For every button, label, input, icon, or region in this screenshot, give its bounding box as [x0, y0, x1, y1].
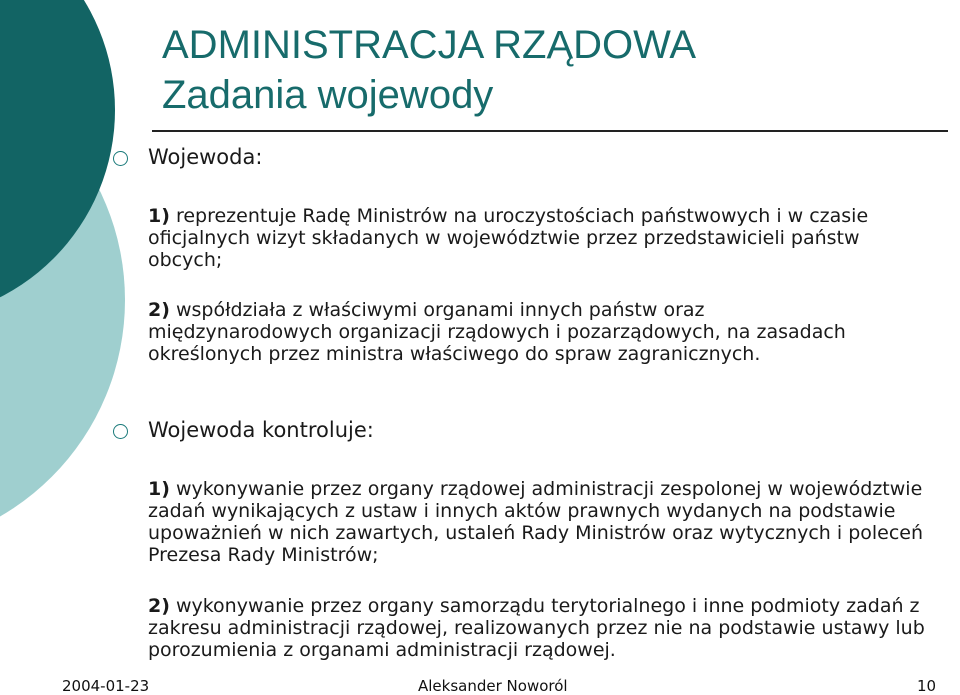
item-text: współdziała z właściwymi organami innych państw oraz międzynarodowych organizacji rządowych i pozarządowych, na zasadach określonych przez ministra właściwego do spraw zagranicznych. — [148, 299, 846, 365]
title-line-2: Zadania wojewody — [162, 73, 494, 117]
bullet-wojewoda: Wojewoda: — [148, 145, 263, 169]
footer-date: 2004-01-23 — [62, 677, 150, 695]
title-line-1: ADMINISTRACJA RZĄDOWA — [162, 23, 697, 67]
item-text: wykonywanie przez organy samorządu terytorialnego i inne podmioty zadań z zakresu administracji rządowej, realizowanych przez nie na podstawie ustawy lub porozumienia z organami administracji rządowej. — [148, 595, 925, 661]
bullet-wojewoda-kontroluje: Wojewoda kontroluje: — [148, 418, 374, 442]
list-item-3 — [148, 478, 928, 566]
footer-page-number: 10 — [917, 677, 937, 695]
list-item-1 — [148, 205, 938, 271]
item-text: wykonywanie przez organy rządowej administracji zespolonej w województwie zadań wynikających z ustaw i innych aktów prawnych wydanych na podstawie upoważnień w nich zawartych, ustaleń Rady Ministrów oraz wytycznych i poleceń Prezesa Rady Ministrów; — [148, 478, 924, 566]
footer-author: Aleksander Noworól — [418, 677, 568, 695]
item-text: reprezentuje Radę Ministrów na uroczystościach państwowych i w czasie oficjalnych wizyt składanych w województwie przez przedstawicieli państw obcych; — [148, 205, 869, 271]
list-item-4 — [148, 595, 960, 661]
item-number: 1) — [148, 205, 170, 227]
bullet-circle-icon — [113, 151, 128, 166]
slide-title — [162, 20, 696, 120]
list-item-2 — [148, 299, 868, 365]
bullet-circle-icon — [113, 424, 128, 439]
item-number: 2) — [148, 595, 170, 617]
item-number: 2) — [148, 299, 170, 321]
decorative-circles — [0, 0, 130, 695]
item-number: 1) — [148, 478, 170, 500]
title-divider — [152, 130, 948, 132]
